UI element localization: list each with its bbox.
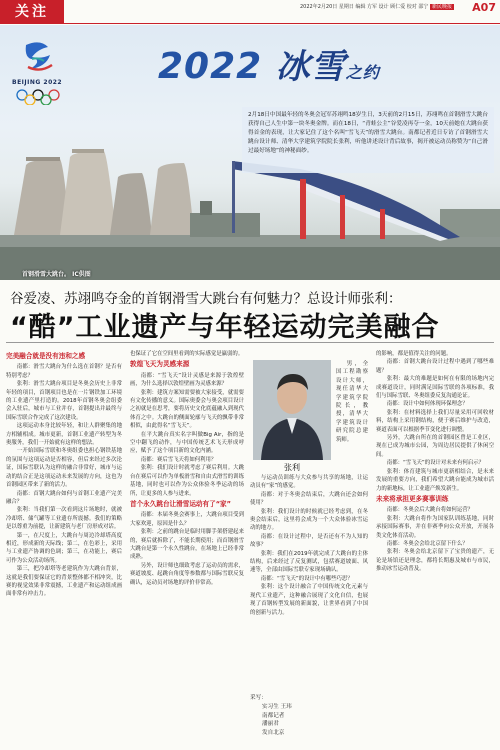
paragraph: 南都：“雪飞天”设计灵感是来源于敦煌壁画，为什么选择以敦煌壁画为灵感来源？ — [130, 372, 244, 388]
paragraph: 张利：最大的难题是如何在有限的场地内完成赛道设计，同时满足国际雪联的各项标准，我们与国际雪联、冬奥组委反复沟通论证。 — [376, 376, 494, 400]
paragraph: 张利：冬奥会给北京留下了宝贵的遗产，无论是场馆还是理念，都将长期惠及城市与市民，推动冰雪运动普及。 — [376, 549, 494, 573]
section-heading: 敦煌飞天为灵感来源 — [130, 360, 190, 369]
paragraph: 张利：当我们第一次看到这片场地时，就被冷却塔、储气罐等工业遗存所震撼。我们的策略是以尊重为前提，让新建筑与老厂房形成对话。 — [6, 507, 122, 531]
paragraph: 另外，大跳台所在的首钢园区曾是工业区，现在已成为城市公园，为周边居民提供了休闲空间。 — [376, 435, 494, 458]
paragraph: 张利：我们设计的时候就已经考虑到，在冬奥会结束后，这里将会成为一个大众体验冰雪运动的地方。 — [250, 508, 368, 532]
paragraph: 张利：之前的跳台是临时用脚手架搭建起来的，赛后就拆除了，不能长期使用；而首钢滑雪大跳台是第一个永久性跳台，在场地上已经非常成熟。 — [130, 529, 244, 561]
paragraph: 另外，设计师也细致考虑了运动员的需求，赛道坡度、起跳台角度等参数都与国际雪联反复确认，运动员对场地的评价非常高。 — [130, 562, 244, 586]
issue-meta: 2022年2月20日 星期日 编辑 方军 设计 顾仁爱 校对 邵宁 新民晚报 — [300, 4, 453, 10]
paragraph: 张利：建筑方案知需要被大家接受，就需要有文化传播的意义。国际奥委会与奥会项目设计之初就是在思考，要将历史文化底蕴融入到现代体育之中。大跳台的侧面轮廓与飞天的飘带非常相似，由此得名“雪飞天”。 — [130, 389, 244, 430]
paragraph: 南都：赛后雪飞天将如何利用？ — [140, 456, 217, 463]
byline-name: 发自北京 — [262, 730, 285, 737]
paragraph: 南都：本届冬奥会赛事上，大跳台项目受到大家欢迎，原因是什么？ — [130, 512, 244, 527]
hero-photo — [0, 25, 500, 280]
page-header — [0, 0, 500, 24]
paragraph: 与运动员训练与大众参与共享的场地，让运动员有“家”的感觉。 — [250, 475, 368, 490]
paragraph: 张利：滑雪大跳台项目是冬奥会历史上非常年轻的项目，首钢项目也是在一片钢铁加工环境的工业遗产里打造的。2018年首钢冬奥会组委会入驻后，城市与工业并存，首钢提出并最终与国际雪联合作完成了这次建设。 — [6, 381, 122, 421]
byline-name: 潘丽君 — [262, 721, 279, 728]
paragraph: 第一，在尺度上，大跳台与周边冷却塔高度相近，形成新的天际线；第二，在色彩上，采用与工业遗产协调的色调；第三，在功能上，赛后可作为公众活动场所。 — [6, 532, 122, 564]
paragraph: 也保证了它在空间里看到的实际感觉是赢弱的。 — [130, 351, 244, 357]
paragraph: 南都：首钢大跳台设计过程中遇到了哪些难题？ — [376, 359, 494, 374]
byline — [250, 694, 310, 738]
paragraph: 张利：体育建筑与城市更新相结合，是未来发展的重要方向，我们希望大跳台能成为城市活力的新地标，让工业遗产焕发新生。 — [376, 468, 494, 492]
paragraph: 南都：冬奥会会给北京留下什么？ — [386, 540, 468, 547]
page-number: A07 — [472, 1, 496, 14]
paragraph: 南都：对于冬奥会结束后，大跳台还会如何使用？ — [250, 491, 368, 507]
main-headline: “酷”工业遗产与年轻运动完美融合 — [10, 312, 440, 343]
section-heading: 未来将承担更多赛事训练 — [376, 494, 449, 503]
beijing-2022-logo — [18, 37, 58, 79]
paragraph: 张利：这个设计融合了中国传统文化元素与现代工业遗产，这种融合展现了文化自信，也展现了首钢转型发展的新面貌，让世界看到了中国的创新与活力。 — [250, 584, 368, 616]
logo-text: BEIJING 2022 — [12, 79, 63, 86]
paragraph: 南都：首钢大跳台如何与首钢工业遗产完美融合？ — [6, 490, 122, 505]
byline-name: 南都记者 — [262, 712, 285, 719]
photo-caption: 首钢滑雪大跳台。 IC供图 — [22, 271, 91, 278]
article-column-2 — [130, 350, 244, 587]
paragraph: 南都：冬奥会后大跳台将如何运营？ — [386, 507, 474, 514]
paragraph: 的影响，都是值得关注的问题。 — [376, 351, 452, 357]
intro-box: 2月18日中国最年轻的冬奥会冠军苏翊鸣18岁生日，3天前的2月15日，苏翊鸣在首钢滑雪大跳台获得自己人生中第一块冬奥金牌。而在18日，“青蛙公主”谷爱凌再夺一金，10天前她在大跳台获得首金的表现，让大家记住了这个名叫“雪飞天”的滑雪大跳台。南都记者近日专访了首钢滑雪大跳台设计师、清华大学建筑学院院长张利，听他讲述设计背后故事，揭开被运动员称赞为“自己滑过最好场地”的神秘面纱。 — [242, 107, 494, 173]
paragraph: 张利：大跳台将作为国家队训练基地，同时承接国际赛事，并在非赛季向公众开放，开展各类文化体育活动。 — [376, 515, 494, 539]
article-column-4 — [376, 350, 494, 574]
section-heading: 完美融合就是没有违和之感 — [6, 352, 86, 360]
byline-name: 实习生 王玮 — [262, 703, 292, 710]
sub-headline: 谷爱凌、苏翊鸣夺金的首钢滑雪大跳台有何魅力？总设计师张利： — [10, 291, 402, 307]
paragraph: 南都：滑雪大跳台为什么选在首钢？是否有特别考虑？ — [6, 364, 122, 379]
portrait-name: 张利 — [284, 463, 300, 472]
olympic-rings-icon — [14, 89, 62, 105]
paragraph: 南都：“雪飞天”的设计中有哪些巧思？ — [260, 575, 353, 582]
feature-title: 2022 冰雪之约 — [158, 46, 380, 87]
paragraph: 南都：在设计过程中，是否还有不为人知的故事？ — [250, 533, 368, 549]
paragraph: 南都：“雪飞天”的设计对未来有何启示？ — [386, 460, 485, 467]
article-column-1 — [6, 350, 122, 599]
paragraph: 张利：我们在2019年就完成了大跳台的主体结构，后来经过了反复测试，包括赛道坡面、风速等，全部由国际雪联专家现场确认。 — [250, 550, 368, 574]
paragraph: 张利：在材料选择上我们尽量采用可回收材料，结构上采用钢结构，便于赛后维护与改造，赛道表面可以根据季节变化进行调整。 — [376, 409, 494, 433]
paragraph: 一开始国际雪联和冬奥组委也担心钢铁基地的氛围与这项运动是否相容，但后来经过多次论证，国际雪联认为这样的融合非常好，城市与运动的结合正是这项运动未来发展的方向，这也为首钢园区带来了新的活力。 — [6, 448, 122, 489]
paragraph: 在平大跳台真实名字叫做Big Air，指的是空中翻飞的动作，与中国传统艺术飞天形成呼应，赋予了这个项目新的文化内涵。 — [130, 431, 244, 455]
section-heading: 首个永久跳台让滑雪运动有了“家” — [130, 499, 231, 508]
article-column-3 — [250, 474, 368, 617]
paragraph: 张利：我们设计时就考虑了赛后利用。大跳台在赛后可以作为单板滑雪和自由式滑雪的训练基地，同时也可以作为公众体验冬季运动的场所，让更多的人参与进来。 — [130, 465, 244, 497]
paragraph: 第三，把冷却塔等老建筑作为大跳台背景，这就是我们要保证它的背景整体都不相冲突，比赛的视觉效果非常震撼，工业遗产和运动组成画面非常有冲击力。 — [6, 566, 122, 598]
paragraph: 这项运动本身比较年轻，和让人群聚集的地方相辅相成。城市更新，首钢工业遗产转型为冬奥服务，我们一开始就有这样的想法。 — [6, 423, 122, 447]
byline-label: 采写： — [250, 695, 267, 701]
divider — [6, 342, 494, 343]
section-tag: 关注 — [0, 0, 64, 24]
author-bio: 男，全国工程勘察设计大师，现任清华大学建筑学院院长，教授，清华大学建筑设计研究院总建筑师。 — [336, 361, 368, 443]
paragraph: 南都：设计中如何体现环保理念？ — [386, 401, 468, 408]
author-portrait — [253, 360, 331, 460]
